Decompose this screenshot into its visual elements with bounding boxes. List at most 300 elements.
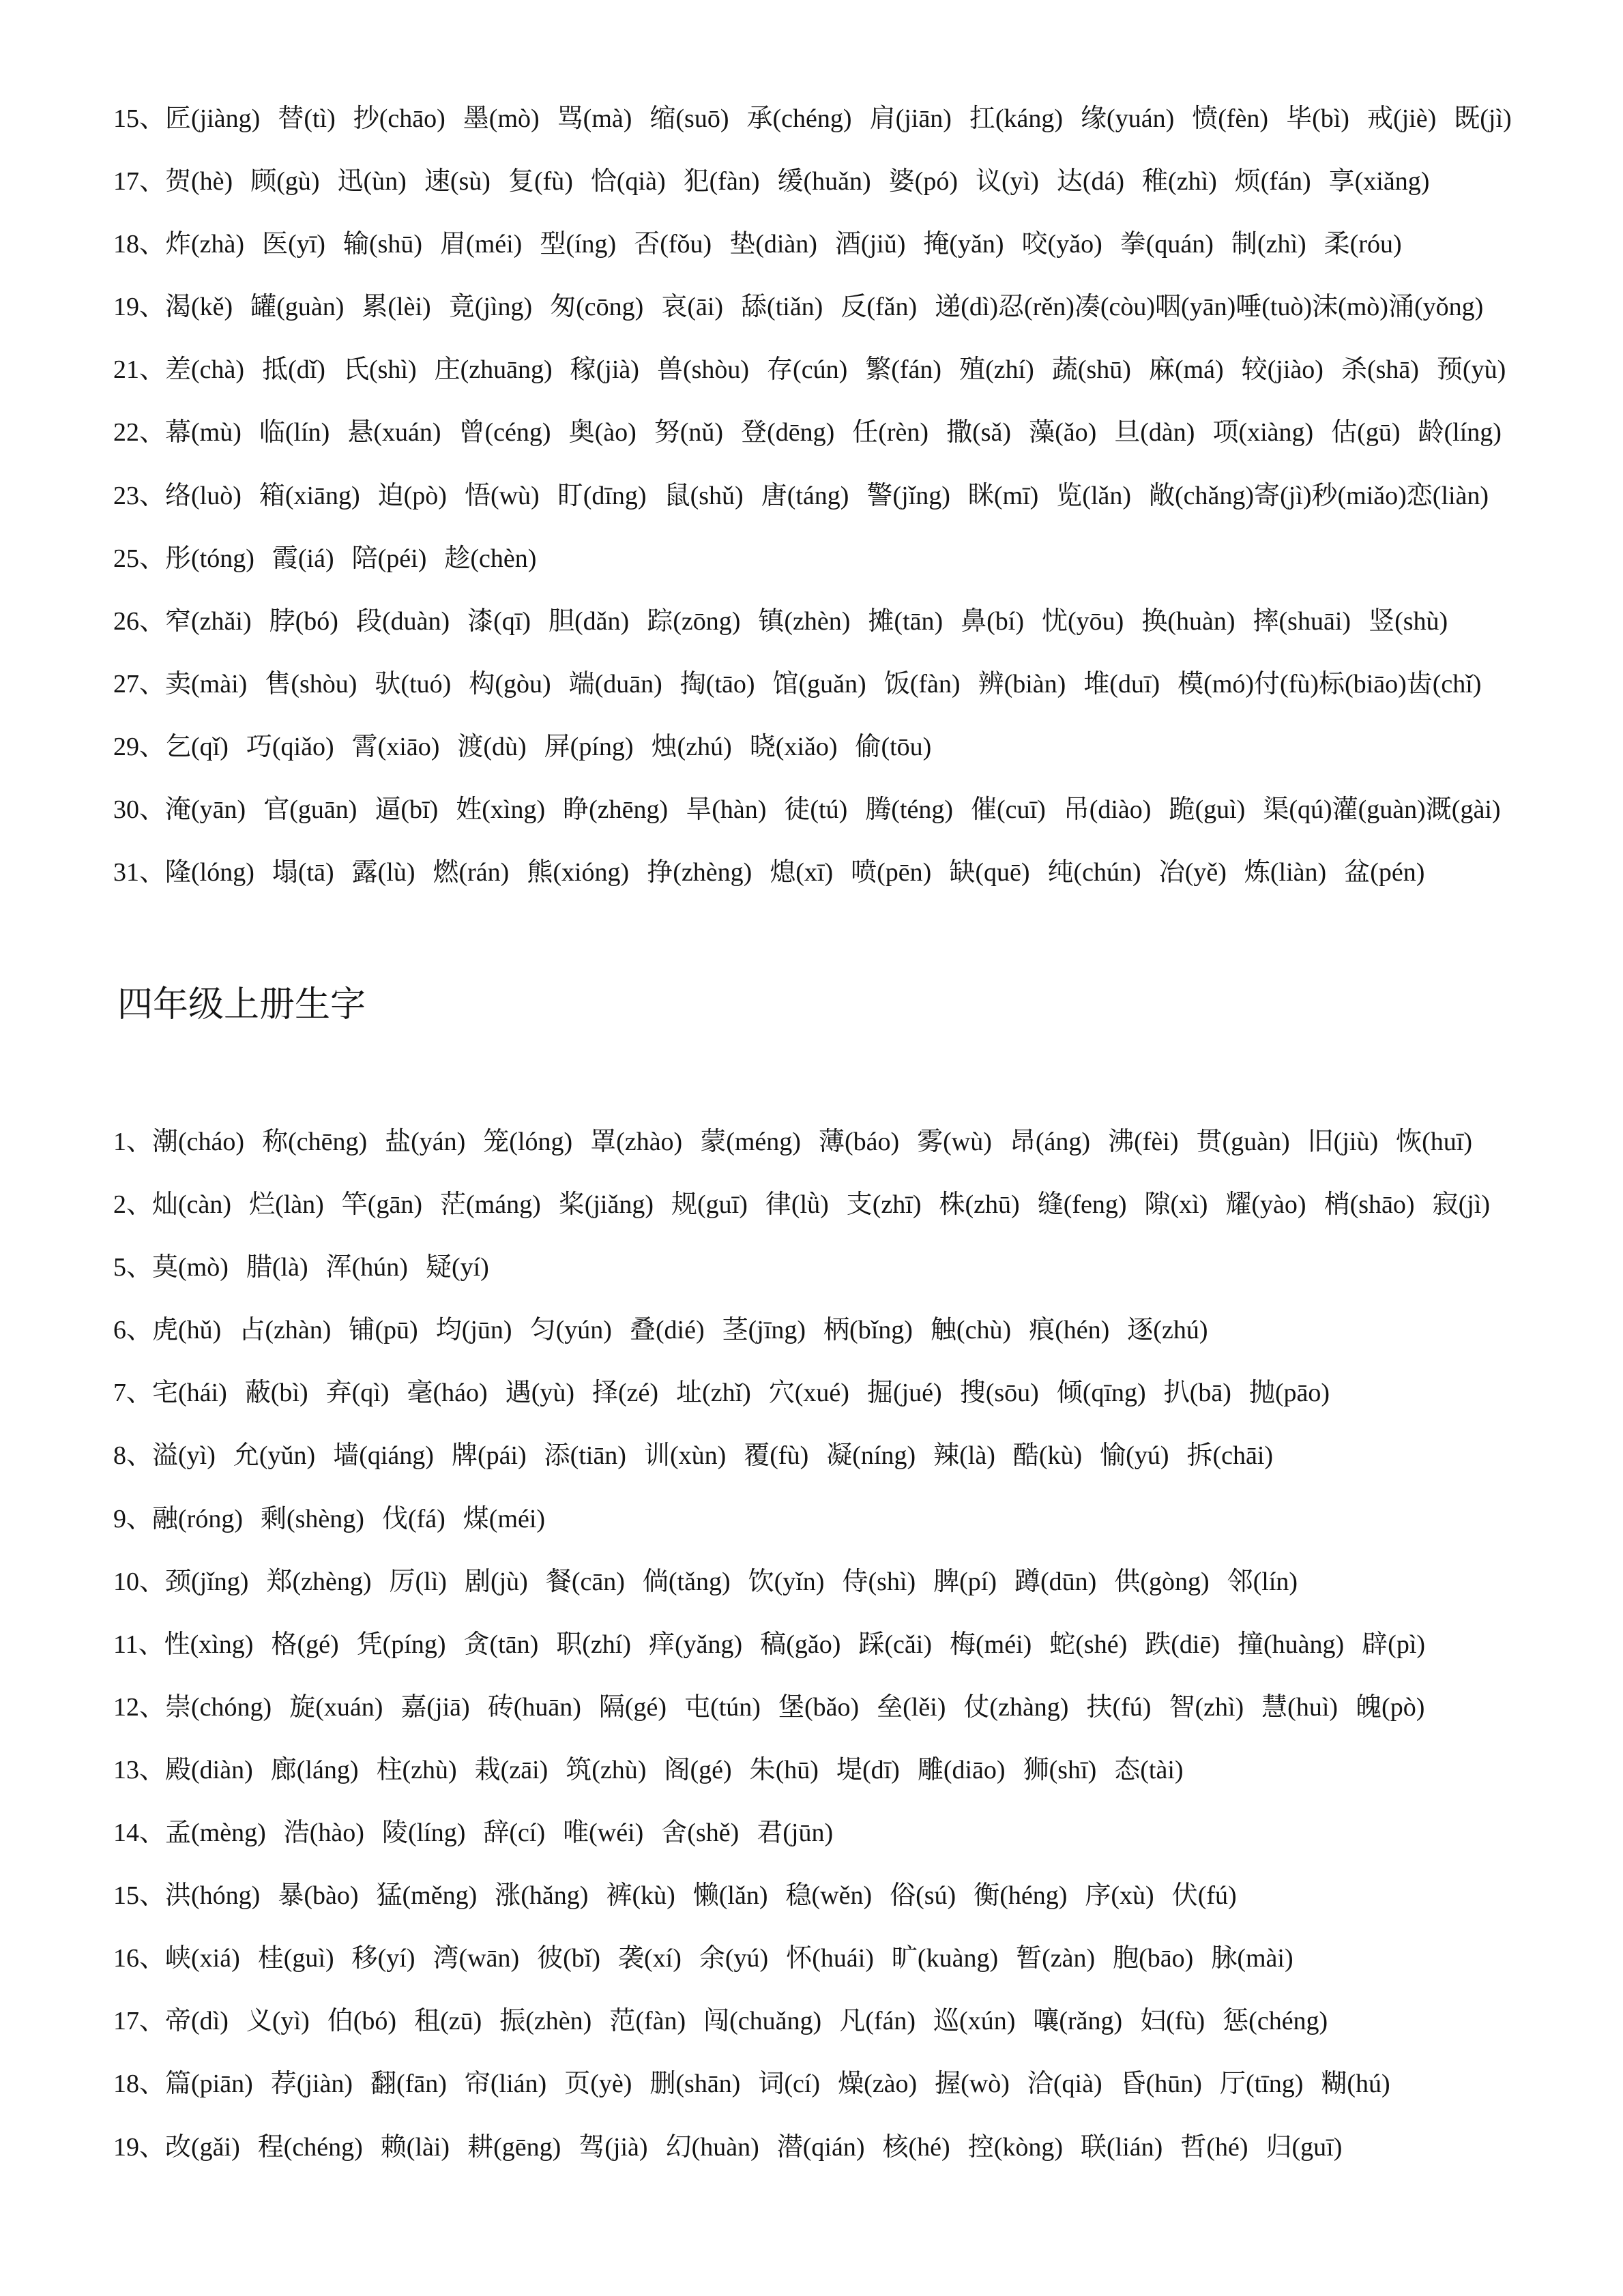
vocab-entry: 巡(xún) (933, 2007, 1016, 2036)
vocab-entry: 寂(jì) (1432, 1190, 1490, 1220)
vocab-entry: 览(lǎn) (1056, 481, 1132, 510)
row-number: 6、 (113, 1316, 153, 1345)
vocab-entry: 挣(zhèng) (647, 858, 752, 887)
vocab-entry: 孟(mèng) (165, 1819, 266, 1848)
vocab-entry: 雾(wù) (917, 1128, 992, 1156)
vocab-entry: 怀(huái) (786, 1944, 874, 1973)
vocab-entry: 饭(fàn) (883, 669, 961, 698)
vocab-entry: 浑(hún) (325, 1253, 408, 1282)
vocab-entry: 柔(róu) (1324, 230, 1402, 259)
vocab-entry: 改(gǎi) (165, 2132, 240, 2162)
vocab-entry: 逼(bī) (375, 795, 439, 825)
vocab-entry: 奥(ào) (568, 418, 637, 447)
vocab-row (113, 465, 1489, 527)
vocab-entry: 婆(pó) (888, 167, 958, 196)
vocab-entry: 迫(pò) (377, 481, 447, 510)
vocab-row (113, 2116, 1342, 2179)
vocab-entry: 遇(yù) (505, 1379, 574, 1408)
row-number: 16、 (113, 1944, 166, 1973)
vocab-entry: 范(fàn) (609, 2007, 686, 2036)
vocab-entry: 渡(dù) (457, 732, 527, 761)
row-number: 1、 (113, 1128, 153, 1156)
vocab-entry: 冶(yě) (1158, 858, 1227, 887)
row-number: 17、 (113, 2007, 166, 2036)
vocab-entry: 供(gòng) (1114, 1567, 1210, 1596)
vocab-entry: 纯(chún) (1047, 858, 1141, 887)
vocab-entry: 镇(zhèn) (758, 606, 851, 636)
vocab-entry: 稚(zhì) (1142, 167, 1217, 196)
vocab-entry: 抵(dǐ) (262, 355, 325, 385)
vocab-entry: 盆(pén) (1344, 858, 1425, 887)
vocab-entry: 桂(guì) (257, 1944, 334, 1973)
vocab-entry: 腊(là) (246, 1253, 308, 1282)
vocab-entry: 堤(dī) (836, 1755, 900, 1784)
vocab-entry: 哀(āi) (661, 293, 724, 322)
vocab-entry: 型(íng) (540, 230, 617, 259)
vocab-entry: 弃(qì) (325, 1379, 390, 1408)
vocab-entry: 梅(méi) (949, 1630, 1032, 1659)
vocab-entry: 竟(jìng) (448, 293, 533, 322)
vocab-entry: 饮(yǐn) (748, 1567, 825, 1596)
vocab-entry: 咬(yǎo) (1021, 230, 1102, 259)
vocab-entry: 灿(càn) (152, 1190, 232, 1220)
vocab-entry: 承(chéng) (746, 104, 852, 133)
vocab-entry: 倾(qīng) (1056, 1379, 1146, 1408)
vocab-entry: 换(huàn) (1141, 606, 1235, 636)
vocab-entry: 彼(bǐ) (537, 1944, 600, 1973)
vocab-entry: 缺(quē) (949, 858, 1030, 887)
vocab-entry: 端(duān) (568, 669, 662, 698)
vocab-row (113, 401, 1502, 464)
vocab-entry: 惩(chéng) (1223, 2007, 1328, 2036)
vocab-entry: 霞(iá) (272, 544, 334, 573)
vocab-entry: 罐(guàn) (250, 293, 345, 322)
vocab-entry: 郑(zhèng) (266, 1567, 372, 1596)
vocab-entry: 脉(mài) (1211, 1944, 1293, 1973)
vocab-entry: 旱(hàn) (686, 795, 767, 825)
row-number: 11、 (113, 1630, 164, 1659)
vocab-entry: 翻(fān) (370, 2070, 447, 2099)
vocab-row (113, 1676, 1424, 1739)
vocab-entry: 砖(huān) (487, 1692, 581, 1722)
vocab-entry: 熄(xī) (770, 858, 834, 887)
row-number: 5、 (113, 1253, 153, 1282)
vocab-entry: 袭(xí) (618, 1944, 682, 1973)
vocab-entry: 糊(hú) (1321, 2070, 1390, 2099)
vocab-entry: 昏(hūn) (1120, 2070, 1202, 2099)
vocab-entry: 掏(tāo) (679, 669, 755, 698)
vocab-entry: 懒(lǎn) (692, 1881, 768, 1911)
vocab-entry: 烦(fán) (1234, 167, 1311, 196)
vocab-entry: 隔(gé) (598, 1692, 667, 1722)
vocab-entry: 伏(fú) (1171, 1881, 1237, 1911)
vocab-entry: 肩(jiān) (869, 104, 952, 133)
row-number: 2、 (113, 1190, 153, 1220)
vocab-entry: 预(yù) (1436, 355, 1506, 385)
vocab-entry: 燥(zào) (838, 2070, 918, 2099)
vocab-entry: 徒(tú) (784, 795, 848, 825)
vocab-entry: 株(zhū) (939, 1190, 1020, 1220)
vocab-entry: 辞(cí) (483, 1819, 546, 1848)
vocab-entry: 支(zhī) (846, 1190, 922, 1220)
vocab-entry: 浩(hào) (283, 1819, 364, 1848)
vocab-entry: 渠(qú)灌(guàn)溉(gài) (1263, 795, 1501, 825)
vocab-entry: 氏(shì) (342, 355, 417, 385)
vocab-entry: 反(fǎn) (840, 293, 918, 322)
vocab-entry: 篇(piān) (165, 2070, 253, 2099)
vocab-entry: 鼠(shǔ) (664, 481, 744, 510)
vocab-entry: 酷(kù) (1012, 1441, 1083, 1471)
vocab-entry: 职(zhí) (556, 1630, 631, 1659)
vocab-entry: 既(jì) (1454, 104, 1512, 133)
vocab-entry: 贪(tān) (463, 1630, 539, 1659)
vocab-entry: 模(mó)付(fù)标(biāo)齿(chǐ) (1178, 669, 1482, 698)
vocab-entry: 搜(sōu) (959, 1379, 1039, 1408)
vocab-row (113, 1550, 1298, 1613)
vocab-entry: 缓(huǎn) (777, 167, 871, 196)
row-number: 18、 (113, 230, 166, 259)
vocab-entry: 垒(lěi) (877, 1692, 946, 1722)
section-heading: 四年级上册生字 (117, 986, 366, 1025)
vocab-entry: 登(dēng) (741, 418, 835, 447)
vocab-entry: 扛(káng) (969, 104, 1064, 133)
vocab-entry: 态(tài) (1114, 1755, 1184, 1784)
vocab-entry: 输(shū) (342, 230, 423, 259)
vocab-entry: 恢(huī) (1396, 1128, 1472, 1156)
vocab-entry: 朱(hū) (749, 1755, 819, 1784)
vocab-entry: 制(zhì) (1231, 230, 1306, 259)
vocab-entry: 衡(héng) (974, 1881, 1068, 1911)
row-number: 7、 (113, 1379, 153, 1408)
vocab-entry: 归(guī) (1266, 2132, 1343, 2162)
vocab-entry: 笼(lóng) (483, 1128, 573, 1156)
vocab-entry: 移(yí) (351, 1944, 415, 1973)
vocab-entry: 峡(xiá) (165, 1944, 240, 1973)
row-number: 15、 (113, 1881, 166, 1911)
vocab-row (113, 1424, 1273, 1487)
vocab-entry: 厉(lì) (389, 1567, 447, 1596)
vocab-entry: 栽(zāi) (474, 1755, 549, 1784)
vocab-entry: 络(luò) (165, 481, 242, 510)
vocab-entry: 警(jǐng) (866, 481, 950, 510)
vocab-entry: 驾(jià) (579, 2132, 648, 2162)
vocab-entry: 潮(cháo) (152, 1128, 245, 1156)
vocab-row (113, 1299, 1208, 1362)
vocab-entry: 扶(fú) (1086, 1692, 1152, 1722)
vocab-entry: 堆(duī) (1083, 669, 1160, 698)
vocab-entry: 厅(tīng) (1219, 2070, 1304, 2099)
vocab-entry: 踪(zōng) (647, 606, 741, 636)
vocab-entry: 颈(jǐng) (165, 1567, 249, 1596)
row-number: 25、 (113, 544, 166, 573)
vocab-list-section-2 (113, 1110, 1600, 2179)
vocab-entry: 律(lǜ) (765, 1190, 829, 1220)
vocab-entry: 竖(shù) (1369, 606, 1448, 636)
vocab-entry: 隆(lóng) (165, 858, 254, 887)
vocab-row (113, 1864, 1237, 1927)
vocab-row (113, 1739, 1184, 1801)
vocab-entry: 缝(feng) (1037, 1190, 1127, 1220)
vocab-entry: 稿(gǎo) (760, 1630, 841, 1659)
vocab-entry: 牌(pái) (451, 1441, 527, 1471)
vocab-row (113, 1927, 1293, 1990)
vocab-entry: 姓(xìng) (456, 795, 546, 825)
vocab-entry: 旧(jiù) (1307, 1128, 1379, 1156)
vocab-entry: 蔽(bì) (244, 1379, 308, 1408)
vocab-entry: 嘉(jiā) (400, 1692, 470, 1722)
vocab-entry: 临(lín) (259, 418, 330, 447)
vocab-entry: 淹(yān) (165, 795, 246, 825)
vocab-entry: 筑(zhù) (566, 1755, 647, 1784)
vocab-entry: 掩(yǎn) (923, 230, 1004, 259)
vocab-entry: 抛(pāo) (1248, 1379, 1330, 1408)
vocab-entry: 构(gòu) (469, 669, 551, 698)
vocab-entry: 幕(mù) (165, 418, 242, 447)
vocab-row (113, 1613, 1425, 1676)
vocab-entry: 俗(sú) (890, 1881, 956, 1911)
vocab-entry: 箱(xiāng) (259, 481, 360, 510)
vocab-entry: 医(yī) (262, 230, 325, 259)
vocab-entry: 梢(shāo) (1324, 1190, 1415, 1220)
vocab-entry: 驮(tuó) (375, 669, 452, 698)
vocab-entry: 柱(zhù) (376, 1755, 457, 1784)
vocab-entry: 毫(háo) (407, 1379, 488, 1408)
vocab-entry: 义(yì) (246, 2007, 310, 2036)
row-number: 21、 (113, 355, 166, 385)
vocab-entry: 稼(jià) (570, 355, 639, 385)
vocab-entry: 暴(bào) (278, 1881, 359, 1911)
vocab-entry: 涨(hǎng) (495, 1881, 589, 1911)
vocab-entry: 暂(zàn) (1016, 1944, 1096, 1973)
vocab-entry: 蒙(méng) (700, 1128, 801, 1156)
vocab-entry: 薄(báo) (818, 1128, 900, 1156)
vocab-entry: 耀(yào) (1225, 1190, 1306, 1220)
vocab-row (113, 87, 1512, 150)
vocab-entry: 柄(bǐng) (823, 1316, 913, 1345)
vocab-entry: 巧(qiǎo) (246, 732, 334, 761)
vocab-entry: 唐(táng) (761, 481, 849, 510)
vocab-entry: 嚷(rǎng) (1033, 2007, 1123, 2036)
vocab-entry: 罩(zhào) (590, 1128, 683, 1156)
vocab-entry: 垫(diàn) (729, 230, 817, 259)
vocab-entry: 蹲(dūn) (1014, 1567, 1097, 1596)
vocab-entry: 伯(bó) (327, 2007, 397, 2036)
vocab-entry: 官(guān) (263, 795, 357, 825)
vocab-entry: 闯(chuǎng) (703, 2007, 822, 2036)
vocab-entry: 辟(pì) (1362, 1630, 1426, 1659)
row-number: 18、 (113, 2070, 166, 2099)
vocab-entry: 赖(lài) (380, 2132, 450, 2162)
vocab-entry: 酒(jiǔ) (834, 230, 906, 259)
row-number: 19、 (113, 293, 166, 322)
vocab-row (113, 653, 1481, 716)
vocab-entry: 伐(fá) (381, 1504, 445, 1533)
vocab-entry: 麻(má) (1148, 355, 1224, 385)
vocab-entry: 剩(shèng) (260, 1504, 364, 1533)
vocab-entry: 催(cuī) (970, 795, 1046, 825)
vocab-entry: 窄(zhǎi) (165, 606, 252, 636)
vocab-row (113, 2052, 1390, 2115)
vocab-entry: 摊(tān) (868, 606, 944, 636)
vocab-entry: 握(wò) (935, 2070, 1010, 2099)
vocab-row (113, 527, 536, 590)
vocab-entry: 喷(pēn) (851, 858, 932, 887)
vocab-entry: 触(chù) (930, 1316, 1012, 1345)
vocab-entry: 廊(láng) (270, 1755, 359, 1784)
vocab-entry: 墨(mò) (463, 104, 540, 133)
vocab-entry: 煤(méi) (463, 1504, 546, 1533)
vocab-entry: 餐(cān) (545, 1567, 625, 1596)
vocab-entry: 乞(qǐ) (165, 732, 229, 761)
vocab-entry: 脖(bó) (269, 606, 338, 636)
vocab-entry: 匠(jiàng) (165, 104, 261, 133)
vocab-entry: 盯(dīng) (557, 481, 647, 510)
vocab-entry: 狮(shī) (1023, 1755, 1097, 1784)
vocab-entry: 杀(shā) (1341, 355, 1419, 385)
vocab-entry: 段(duàn) (355, 606, 450, 636)
row-number: 29、 (113, 732, 166, 761)
vocab-entry: 迅(ùn) (337, 167, 407, 196)
vocab-entry: 燃(rán) (433, 858, 510, 887)
vocab-entry: 逐(zhú) (1127, 1316, 1208, 1345)
vocab-entry: 跌(diē) (1145, 1630, 1220, 1659)
vocab-entry: 拳(quán) (1120, 230, 1214, 259)
vocab-entry: 匆(cōng) (550, 293, 644, 322)
vocab-row (113, 1801, 833, 1864)
vocab-list-section-1 (113, 87, 1600, 904)
vocab-entry: 控(kòng) (967, 2132, 1063, 2162)
vocab-entry: 湾(wān) (433, 1944, 520, 1973)
vocab-entry: 沸(fèi) (1108, 1128, 1179, 1156)
vocab-entry: 胆(dǎn) (549, 606, 630, 636)
vocab-entry: 愤(fèn) (1192, 104, 1269, 133)
vocab-entry: 鼻(bí) (961, 606, 1025, 636)
vocab-entry: 跪(guì) (1169, 795, 1246, 825)
vocab-entry: 踩(cǎi) (858, 1630, 932, 1659)
vocab-entry: 占(zhàn) (239, 1316, 332, 1345)
vocab-entry: 辣(là) (933, 1441, 995, 1471)
vocab-entry: 格(gé) (271, 1630, 339, 1659)
vocab-entry: 露(lù) (351, 858, 415, 887)
vocab-entry: 序(xù) (1085, 1881, 1154, 1911)
vocab-entry: 堡(bǎo) (778, 1692, 860, 1722)
vocab-entry: 舍(shě) (661, 1819, 740, 1848)
vocab-entry: 隙(xì) (1144, 1190, 1208, 1220)
vocab-entry: 存(cún) (767, 355, 848, 385)
vocab-entry: 邻(lín) (1227, 1567, 1298, 1596)
vocab-entry: 规(guī) (671, 1190, 748, 1220)
row-number: 12、 (113, 1692, 166, 1722)
vocab-entry: 售(shòu) (265, 669, 357, 698)
vocab-entry: 卖(mài) (165, 669, 248, 698)
row-number: 31、 (113, 858, 166, 887)
vocab-entry: 租(zū) (414, 2007, 482, 2036)
vocab-entry: 戒(jiè) (1366, 104, 1437, 133)
vocab-entry: 猛(měng) (376, 1881, 478, 1911)
vocab-entry: 侍(shì) (842, 1567, 916, 1596)
vocab-row (113, 841, 1424, 904)
vocab-entry: 曾(céng) (458, 418, 551, 447)
vocab-entry: 议(yì) (975, 167, 1039, 196)
row-number: 27、 (113, 669, 166, 698)
row-number: 22、 (113, 418, 166, 447)
vocab-entry: 宅(hái) (152, 1379, 227, 1408)
vocab-entry: 旦(dàn) (1114, 418, 1195, 447)
vocab-entry: 址(zhǐ) (676, 1379, 751, 1408)
vocab-entry: 敞(chǎng)寄(jì)秒(miǎo)恋(liàn) (1149, 481, 1489, 510)
vocab-entry: 均(jūn) (435, 1316, 512, 1345)
vocab-entry: 陪(péi) (351, 544, 427, 573)
vocab-entry: 程(chéng) (257, 2132, 363, 2162)
vocab-entry: 达(dá) (1056, 167, 1125, 196)
vocab-entry: 庄(zhuāng) (434, 355, 553, 385)
vocab-entry: 替(tì) (278, 104, 336, 133)
vocab-entry: 顾(gù) (250, 167, 320, 196)
vocab-entry: 贺(hè) (165, 167, 233, 196)
vocab-entry: 缘(yuán) (1081, 104, 1175, 133)
vocab-entry: 胞(bāo) (1113, 1944, 1194, 1973)
vocab-entry: 痒(yǎng) (649, 1630, 743, 1659)
vocab-entry: 兽(shòu) (656, 355, 750, 385)
row-number: 15、 (113, 104, 166, 133)
vocab-row (113, 1990, 1328, 2052)
vocab-entry: 称(chēng) (262, 1128, 368, 1156)
vocab-entry: 漆(qī) (467, 606, 531, 636)
vocab-entry: 陵(líng) (381, 1819, 466, 1848)
vocab-row (113, 1236, 489, 1299)
vocab-entry: 桨(jiǎng) (558, 1190, 654, 1220)
vocab-entry: 拆(chāi) (1186, 1441, 1274, 1471)
vocab-entry: 殖(zhí) (959, 355, 1034, 385)
vocab-entry: 蛇(shé) (1049, 1630, 1128, 1659)
vocab-entry: 愉(yú) (1100, 1441, 1169, 1471)
vocab-entry: 吊(diào) (1063, 795, 1152, 825)
row-number: 17、 (113, 167, 166, 196)
vocab-entry: 悬(xuán) (347, 418, 441, 447)
vocab-entry: 凝(níng) (826, 1441, 916, 1471)
vocab-row (113, 590, 1448, 653)
vocab-entry: 性(xìng) (164, 1630, 254, 1659)
row-number: 19、 (113, 2132, 166, 2162)
vocab-entry: 彤(tóng) (165, 544, 254, 573)
vocab-entry: 繁(fán) (865, 355, 942, 385)
vocab-entry: 剧(jù) (464, 1567, 528, 1596)
vocab-entry: 帘(lián) (464, 2070, 547, 2099)
vocab-entry: 洽(qià) (1027, 2070, 1102, 2099)
row-number: 14、 (113, 1819, 166, 1848)
vocab-entry: 覆(fù) (744, 1441, 809, 1471)
vocab-entry: 旋(xuán) (289, 1692, 383, 1722)
vocab-entry: 页(yè) (564, 2070, 632, 2099)
vocab-row (113, 150, 1429, 213)
vocab-entry: 塌(tā) (272, 858, 334, 887)
vocab-entry: 唯(wéi) (563, 1819, 644, 1848)
row-number: 8、 (113, 1441, 153, 1471)
vocab-entry: 盐(yán) (385, 1128, 466, 1156)
vocab-entry: 崇(chóng) (165, 1692, 272, 1722)
vocab-entry: 犯(fàn) (683, 167, 760, 196)
vocab-entry: 稳(wěn) (785, 1881, 873, 1911)
vocab-entry: 铺(pū) (349, 1316, 418, 1345)
vocab-entry: 君(jūn) (757, 1819, 834, 1848)
vocab-entry: 匀(yún) (529, 1316, 612, 1345)
vocab-entry: 联(lián) (1081, 2132, 1163, 2162)
vocab-entry: 否(fǒu) (634, 230, 712, 259)
vocab-entry: 任(rèn) (852, 418, 929, 447)
vocab-entry: 屯(tún) (684, 1692, 761, 1722)
vocab-entry: 腾(téng) (865, 795, 953, 825)
vocab-entry: 裤(kù) (606, 1881, 675, 1911)
